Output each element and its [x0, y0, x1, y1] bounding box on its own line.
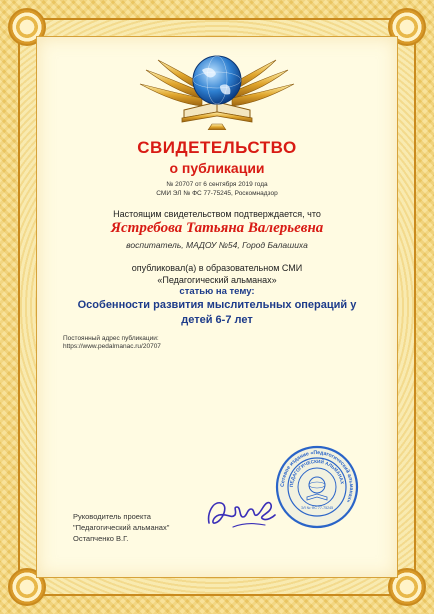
- seal-registration-text: ЭЛ № ФС 77-75245: [300, 506, 334, 510]
- article-label: статью на тему:: [179, 286, 255, 297]
- seal-inner-text: ПЕДАГОГИЧЕСКИЙ АЛЬМАНАХ: [288, 458, 345, 488]
- publication-url-link[interactable]: https://www.pedalmanac.ru/20707: [63, 343, 161, 350]
- footer-manager-title: Руководитель проекта: [73, 512, 151, 521]
- address-label: Постоянный адрес публикации:: [63, 335, 159, 342]
- seal-outer-text: Сетевое издание «Педагогический альманах»: [279, 449, 355, 504]
- recipient-position: воспитатель, МАДОУ №54, Город Балашиха: [126, 240, 308, 250]
- globe-book-emblem-icon: [132, 44, 302, 130]
- published-statement: опубликовал(а) в образовательном СМИ: [131, 263, 303, 273]
- footer-manager-name: Остапченко В.Г.: [73, 534, 129, 543]
- publication-seal-icon: [275, 445, 359, 529]
- journal-name: «Педагогический альманах»: [157, 275, 277, 285]
- confirmation-text: Настоящим свидетельством подтверждается, что: [113, 209, 321, 219]
- signature-icon: [203, 493, 278, 533]
- registration-number: № 20707 от 6 сентября 2019 года: [166, 181, 268, 188]
- certificate-title: СВИДЕТЕЛЬСТВО: [137, 138, 297, 157]
- media-registration: СМИ ЭЛ № ФС 77-75245, Роскомнадзор: [156, 190, 278, 197]
- recipient-name: Ястребова Татьяна Валерьевна: [110, 220, 324, 236]
- article-title: Особенности развития мыслительных операций у детей 6-7 лет: [77, 299, 357, 326]
- footer-project-name: "Педагогический альманах": [73, 523, 170, 532]
- certificate-subtitle: о публикации: [169, 160, 265, 176]
